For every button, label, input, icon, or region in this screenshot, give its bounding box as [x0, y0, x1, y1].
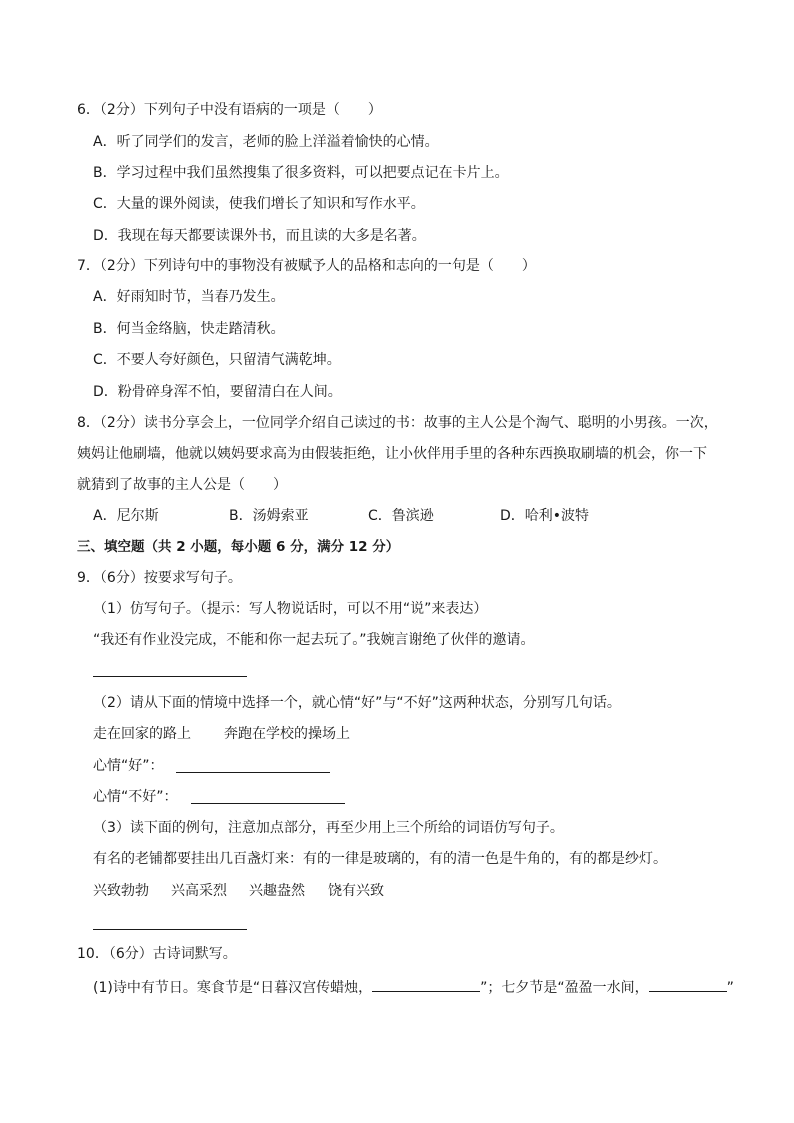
q6-option-d: D．我现在每天都要读课外书，而且读的大多是名著。	[93, 228, 426, 244]
q10-part1-blank-1[interactable]	[372, 976, 480, 992]
q10-part1-text-b: ”；七夕节是“盈盈一水间，	[480, 980, 649, 996]
q7-stem: 7．（2分）下列诗句中的事物没有被赋予人的品格和志向的一句是（ ）	[77, 258, 536, 274]
q8-stem-line-3: 就猜到了故事的主人公是（ ）	[77, 477, 287, 493]
q9-part2-good-label: 心情“好”：	[93, 758, 164, 774]
q9-part2-scene-2: 奔跑在学校的操场上	[224, 726, 350, 742]
q7-option-a: A．好雨知时节，当春乃发生。	[93, 289, 285, 305]
q9-part2-bad-answer-line[interactable]	[191, 803, 345, 804]
q8-option-d: D．哈利•波特	[500, 508, 590, 524]
q6-stem: 6．（2分）下列句子中没有语病的一项是（ ）	[77, 102, 382, 118]
q6-option-c: C．大量的课外阅读，使我们增长了知识和写作水平。	[93, 196, 425, 212]
q9-part1-prompt: （1）仿写句子。（提示：写人物说话时，可以不用“说”来表达）	[93, 601, 488, 617]
q9-part3-example: 有名的老铺都要挂出几百盏灯来：有的一律是玻璃的，有的清一色是牛角的，有的都是纱灯。	[93, 851, 667, 867]
q9-part3-word-1: 兴致勃勃	[93, 883, 149, 899]
q7-option-d: D．粉骨碎身浑不怕，要留清白在人间。	[93, 384, 342, 400]
q6-option-a: A．听了同学们的发言，老师的脸上洋溢着愉快的心情。	[93, 134, 439, 150]
q10-stem: 10．（6分）古诗词默写。	[77, 946, 237, 962]
q10-part1-blank-2[interactable]	[649, 976, 727, 992]
q8-stem-line-2: 姨妈让他刷墙，他就以姨妈要求高为由假装拒绝，让小伙伴用手里的各种东西换取刷墙的机会，你一下	[77, 446, 707, 462]
q9-part2-scene-1: 走在回家的路上	[93, 726, 191, 742]
q9-part2-good-answer-line[interactable]	[176, 772, 330, 773]
q9-stem: 9．（6分）按要求写句子。	[77, 570, 242, 586]
q9-part2-prompt: （2）请从下面的情境中选择一个，就心情“好”与“不好”这两种状态，分别写几句话。	[93, 695, 621, 711]
q9-part1-example: “我还有作业没完成，不能和你一起去玩了。”我婉言谢绝了伙伴的邀请。	[93, 632, 535, 648]
q6-option-b: B．学习过程中我们虽然搜集了很多资料，可以把要点记在卡片上。	[93, 165, 509, 181]
q9-part3-prompt: （3）读下面的例句，注意加点部分，再至少用上三个所给的词语仿写句子。	[93, 820, 564, 836]
q10-part1-text-a: (1)诗中有节日。寒食节是“日暮汉宫传蜡烛，	[93, 980, 373, 996]
section-3-header: 三、填空题（共 2 小题，每小题 6 分，满分 12 分）	[77, 539, 400, 555]
q7-option-b: B．何当金络脑，快走踏清秋。	[93, 321, 285, 337]
q8-option-c: C．鲁滨逊	[368, 508, 434, 524]
q9-part3-word-4: 饶有兴致	[328, 883, 384, 899]
q9-part3-word-2: 兴高采烈	[171, 883, 227, 899]
q10-part1	[93, 976, 734, 998]
q9-part1-answer-line[interactable]	[93, 676, 247, 677]
q8-option-a: A．尼尔斯	[93, 508, 159, 524]
q7-option-c: C．不要人夸好颜色，只留清气满乾坤。	[93, 352, 341, 368]
q9-part3-word-3: 兴趣盎然	[249, 883, 305, 899]
q10-part1-text-c: ”	[726, 980, 734, 996]
q9-part3-answer-line[interactable]	[93, 929, 247, 930]
q8-stem-line-1: 8．（2分）读书分享会上，一位同学介绍自己读过的书：故事的主人公是个淘气、聪明的小男孩。一次，	[77, 415, 718, 431]
q9-part2-bad-label: 心情“不好”：	[93, 789, 178, 805]
q8-option-b: B．汤姆索亚	[229, 508, 309, 524]
